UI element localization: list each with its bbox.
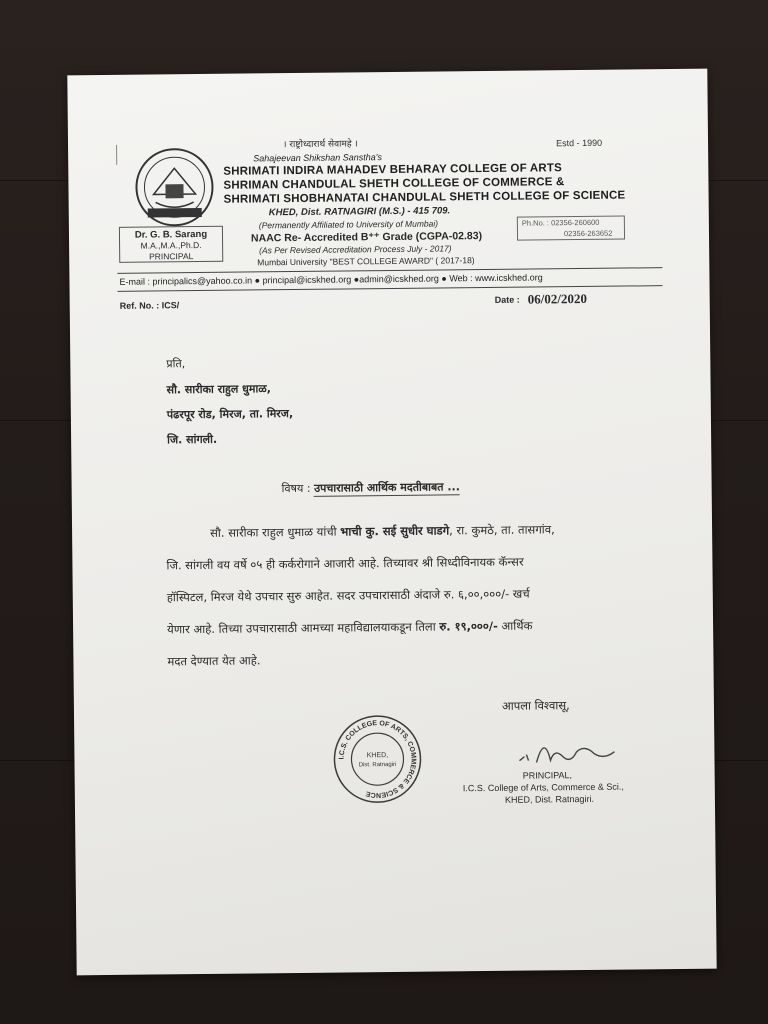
aid-amount: रु. १९,०००/- xyxy=(439,618,498,634)
college-location: KHED, Dist. RATNAGIRI (M.S.) - 415 709. xyxy=(268,205,451,219)
principal-info-box xyxy=(119,226,223,263)
reference-number: Ref. No. : ICS/ xyxy=(119,300,180,311)
body-line xyxy=(167,619,532,638)
phone-box xyxy=(517,216,625,241)
affiliation-note: (Permanently Affiliated to University of Mumbai) xyxy=(258,218,439,231)
letter-paper xyxy=(67,69,716,976)
body-text: येणार आहे. तिच्या उपचारासाठी आमच्या महाविद्यालयाकडून तिला xyxy=(167,619,440,637)
date-label: Date : xyxy=(494,294,520,305)
established-year: Estd - 1990 xyxy=(555,137,603,149)
subject-line xyxy=(282,479,460,496)
signatory-college: I.C.S. College of Arts, Commerce & Sci., xyxy=(462,781,624,794)
phone-number-2: 02356-263652 xyxy=(563,228,613,239)
sanstha-name: Sahajeevan Shikshan Sanstha's xyxy=(253,152,383,164)
stamp-center-text: KHED, xyxy=(366,752,389,760)
college-logo-icon xyxy=(133,146,216,229)
subject-label: विषय : xyxy=(281,481,311,496)
stamp-ring-text: I.C.S. COLLEGE OF ARTS, COMMERCE & SCIENCE xyxy=(338,720,417,799)
college-name-science: SHRIMATI SHOBHANATAI CHANDULAL SHETH COLLEGE OF SCIENCE xyxy=(223,189,626,206)
body-text: आर्थिक xyxy=(497,618,533,633)
body-line xyxy=(210,522,555,541)
best-college-award: Mumbai University "BEST COLLEGE AWARD" ( 2017-18) xyxy=(257,255,475,268)
sanskrit-motto: । राष्ट्रोध्दारार्थ सेवामहे । xyxy=(282,139,358,151)
principal-title: PRINCIPAL xyxy=(149,251,194,262)
closing-salutation: आपला विश्वासू, xyxy=(501,698,570,713)
signatory-title: PRINCIPAL, xyxy=(522,770,573,781)
recipient-district: जि. सांगली. xyxy=(167,432,218,447)
header-divider xyxy=(117,267,662,274)
college-name-commerce: SHRIMAN CHANDULAL SHETH COLLEGE OF COMMERCE & xyxy=(223,176,565,192)
date-value: 06/02/2020 xyxy=(527,290,587,307)
stamp-center-text: Dist. Ratnagiri xyxy=(358,761,397,769)
punch-mark xyxy=(116,145,117,165)
naac-grade: NAAC Re- Accredited B⁺⁺ Grade (CGPA-02.83) xyxy=(250,230,483,245)
college-name-arts: SHRIMATI INDIRA MAHADEV BEHARAY COLLEGE OF ARTS xyxy=(223,162,563,178)
body-text: सौ. सारीका राहुल धुमाळ यांची xyxy=(210,524,341,540)
subject-text: उपचारासाठी आर्थिक मदतीबाबत ... xyxy=(313,480,460,495)
body-line: जि. सांगली वय वर्षे ०५ ही कर्करोगाने आजारी आहे. तिच्यावर श्री सिध्दीविनायक कॅन्सर xyxy=(166,554,524,573)
college-stamp-icon xyxy=(332,714,423,805)
principal-name: Dr. G. B. Sarang xyxy=(134,228,208,241)
phone-number-1: Ph.No. : 02356-260600 xyxy=(521,217,600,228)
recipient-prefix: प्रति, xyxy=(166,357,186,371)
principal-qualifications: M.A.,M.A.,Ph.D. xyxy=(140,239,202,251)
body-line: मदत देण्यात येत आहे. xyxy=(167,653,261,669)
accreditation-process-note: (As Per Revised Accreditation Process July - 2017) xyxy=(259,243,452,256)
contact-line: E-mail : principalics@yahoo.co.in ● principal@icskhed.org ●admin@icskhed.org ● Web : www.icskhed.org xyxy=(119,272,543,287)
signatory-location: KHED, Dist. Ratnagiri. xyxy=(504,793,594,805)
recipient-name: सौ. सारीका राहुल धुमाळ, xyxy=(166,382,271,397)
signature-icon xyxy=(514,729,634,770)
patient-name: भाची कु. सई सुधीर घाडगे xyxy=(340,523,450,539)
recipient-address: पंढरपूर रोड, मिरज, ता. मिरज, xyxy=(166,407,294,422)
body-line: हॉस्पिटल, मिरज येथे उपचार सुरु आहेत. सदर उपचारासाठी अंदाजे रु. ६,००,०००/- खर्च xyxy=(166,586,530,605)
body-text: , रा. कुमठे, ता. तासगांव, xyxy=(449,522,555,538)
